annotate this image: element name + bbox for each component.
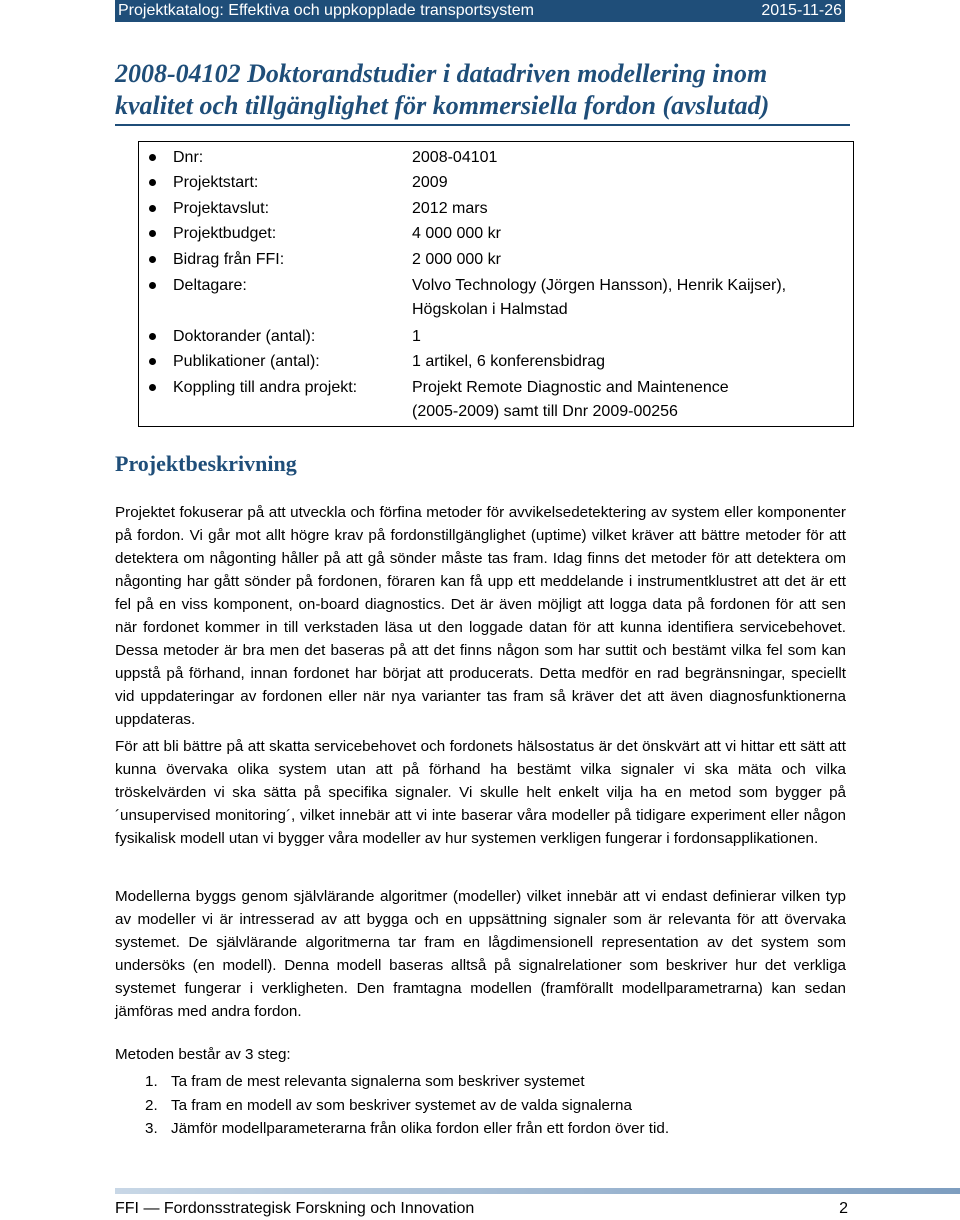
step-text: Ta fram en modell av som beskriver systemet av de valda signalerna — [171, 1096, 632, 1114]
page-header — [115, 0, 845, 22]
footer-org: FFI — Fordonsstrategisk Forskning och Innovation — [115, 1200, 475, 1217]
page-footer — [115, 1198, 848, 1220]
step-number: 3. — [145, 1120, 158, 1137]
info-value-continued: Högskolan i Halmstad — [412, 301, 568, 318]
info-value: Volvo Technology (Jörgen Hansson), Henrik Kaijser), — [412, 277, 787, 294]
list-item — [115, 1070, 846, 1094]
document-title: 2008-04102 Doktorandstudier i datadriven modellering inom kvalitet och tillgänglighet för kommersiella fordon (avslutad) — [115, 58, 850, 126]
info-value: 2 000 000 kr — [412, 251, 501, 268]
paragraph-1: Projektet fokuserar på att utveckla och förfina metoder för avvikelsedetektering av system eller komponenter på fordon. Vi går mot allt högre krav på fordonstillgänglighet (uptime) vilket kräver att bättre metoder för att detektera om någonting håller på att gå sönder måste tas fram. Idag finns det metoder för att detektera om någonting har gått sönder på fordonen, föraren kan få upp ett meddelande i instrumentklustret att det är ett fel på en viss komponent, on-board diagnostics. Det är även möjligt att logga data på fordonen för att sen när fordonet kommer in till verkstaden läsa ut den loggade datan för att kunna identifiera servicebehovet. Dessa metoder är bra men det baseras på att det finns någon som har suttit och bestämt vilka fel som kan uppstå på förhand, innan fordonet har börjat att producerats. Detta medför en rad begränsningar, speciellt vid uppdateringar av fordonen eller när nya varianter tas fram så kräver det att även diagnosfunktionerna uppdateras. — [115, 504, 846, 728]
info-value-continued: (2005-2009) samt till Dnr 2009-00256 — [412, 403, 678, 420]
info-label: Dnr: — [173, 149, 204, 166]
list-item — [115, 1117, 846, 1141]
bullet-icon — [149, 179, 156, 186]
step-text: Ta fram de mest relevanta signalerna som beskriver systemet — [171, 1073, 585, 1090]
info-value: 2008-04101 — [412, 149, 498, 166]
bullet-icon — [149, 358, 156, 365]
info-value: Projekt Remote Diagnostic and Maintenence — [412, 379, 729, 396]
step-number: 2. — [145, 1096, 158, 1114]
paragraph-4: Metoden består av 3 steg: — [115, 1046, 291, 1063]
info-value: 1 — [412, 328, 421, 345]
paragraph-2: För att bli bättre på att skatta servicebehovet och fordonets hälsostatus är det önskvärt att vi hittar ett sätt att kunna övervaka olika system utan att på förhand ha bestämt vilka signaler vi ska mäta och vilka tröskelvärden vi ska sätta på specifika signaler. Vi skulle helt enkelt vilja ha en metod som bygger på ´unsupervised monitoring´, vilket innebär att vi inte baserar våra modeller på tidigare experiment eller någon fysikalisk modell utan vi bygger våra modeller av hur systemen verkligen fungerar i fordonsapplikationen. — [115, 738, 846, 847]
bullet-icon — [149, 282, 156, 289]
info-value: 4 000 000 kr — [412, 225, 501, 242]
project-info-box — [138, 141, 854, 427]
info-label: Doktorander (antal): — [173, 328, 316, 345]
bullet-icon — [149, 230, 156, 237]
step-text: Jämför modellparameterarna från olika fordon eller från ett fordon över tid. — [171, 1120, 670, 1137]
page-number: 2 — [839, 1200, 848, 1217]
paragraph-3: Modellerna byggs genom självlärande algoritmer (modeller) vilket innebär att vi endast definierar vilken typ av modeller vi är intresserad av att bygga och en uppsättning signaler som är relevanta för att övervaka systemet. De självlärande algoritmerna tar fram en lågdimensionell representation av det system som undersöks (en modell). Denna modell baseras alltså på signalrelationer som beskriver hur det verkliga systemet fungerar i verkligheten. Den framtagna modellen (framförallt modellparametrarna) kan sedan jämföras med andra fordon. — [115, 888, 846, 1020]
header-date: 2015-11-26 — [761, 2, 842, 19]
info-label: Bidrag från FFI: — [173, 251, 285, 268]
bullet-icon — [149, 333, 156, 340]
info-label: Projektavslut: — [173, 200, 270, 217]
info-label: Deltagare: — [173, 277, 247, 294]
section-heading: Projektbeskrivning — [115, 451, 297, 476]
info-value: 2009 — [412, 174, 448, 191]
bullet-icon — [149, 256, 156, 263]
list-item — [115, 1094, 846, 1118]
steps-list — [115, 1070, 846, 1141]
bullet-icon — [149, 384, 156, 391]
info-label: Publikationer (antal): — [173, 353, 320, 370]
info-value: 2012 mars — [412, 200, 488, 217]
bullet-icon — [149, 205, 156, 212]
info-label: Projektstart: — [173, 174, 259, 191]
step-number: 1. — [145, 1073, 158, 1090]
footer-divider — [115, 1188, 960, 1194]
info-label: Koppling till andra projekt: — [173, 379, 358, 396]
info-value: 1 artikel, 6 konferensbidrag — [412, 353, 605, 370]
bullet-icon — [149, 154, 156, 161]
info-label: Projektbudget: — [173, 225, 277, 242]
header-catalog-title: Projektkatalog: Effektiva och uppkopplade transportsystem — [118, 2, 534, 19]
